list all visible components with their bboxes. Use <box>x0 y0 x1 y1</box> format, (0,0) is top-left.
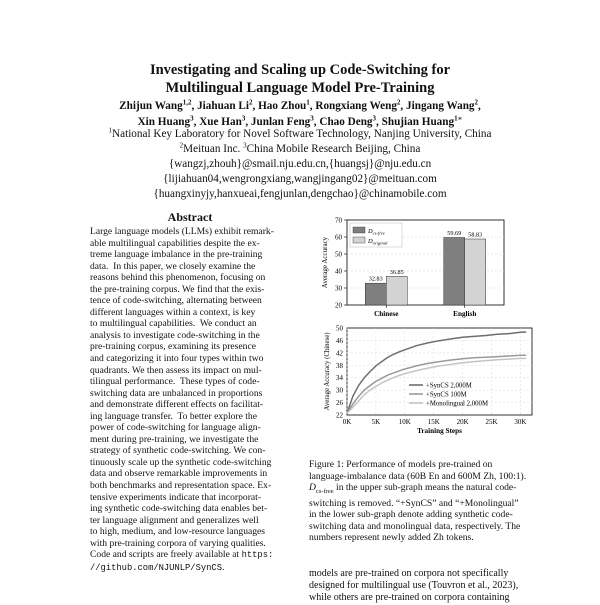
legend-series-label: +SynCS 2,000M <box>426 382 472 390</box>
author-affiliation-marker: 1 <box>306 98 310 107</box>
line-chart-x-tick-label: 10K <box>398 418 411 426</box>
legend-label-main: D <box>368 238 373 245</box>
abstract-heading: Abstract <box>167 210 213 224</box>
bar-chart-legend <box>350 223 402 247</box>
legend-swatch <box>353 237 365 243</box>
author-name: Shujian Huang <box>381 116 455 128</box>
title-line-1: Investigating and Scaling up Code-Switching for <box>149 62 451 78</box>
abstract-line: both benchmarks and representation space. Ex- <box>90 480 272 492</box>
legend-swatch <box>353 227 365 233</box>
abstract-line: data and observe remarkable improvements in <box>90 468 268 480</box>
author-affiliation-marker: 1,2 <box>182 98 192 107</box>
affiliation-2-marker: 2 <box>179 141 184 150</box>
caption-line-2: language-imbalance data (60B En and 600M Zh, 100:1). <box>309 470 527 482</box>
bar-chart-y-tick-label: 70 <box>335 216 342 225</box>
line-chart-y-tick-label: 38 <box>336 361 343 370</box>
abstract-line: and demonstrate different effects on facilitat- <box>90 399 264 411</box>
abstract-line: tinuously scale up the synthetic code-switching <box>90 456 272 468</box>
line-chart-x-tick-label: 15K <box>427 418 440 426</box>
affiliation-2: Meituan Inc. <box>183 143 241 155</box>
line-chart-x-tick-label: 20K <box>456 418 469 426</box>
abstract-line: power of code-switching for language align- <box>90 422 261 434</box>
author-affiliation-marker: 3 <box>241 114 246 123</box>
line-chart-x-tick-label: 25K <box>485 418 498 426</box>
figure-caption <box>309 459 534 544</box>
abstract-line: tensive experiments indicate that incorporat- <box>90 491 262 503</box>
affiliation-1: National Key Laboratory for Novel Software Technology, Nanjing University, China <box>112 128 492 140</box>
bar-value-label: 36.85 <box>389 268 404 276</box>
author-separator: , <box>376 116 382 128</box>
body-line-2: designed for multilingual use (Touvron et al., 2023), <box>309 580 519 592</box>
body-line-3: while others are pre-trained on corpora containing <box>309 592 510 604</box>
author-affiliation-marker: 3 <box>190 114 194 123</box>
author-affiliation-marker: 2 <box>396 98 401 107</box>
line-chart-y-tick-label: 42 <box>336 349 343 358</box>
caption-line-3-text: in the upper sub-graph means the natural code- <box>336 482 517 494</box>
bar-chart-y-tick-label: 40 <box>335 267 342 276</box>
author-name: Xin Huang <box>137 116 191 128</box>
body-line-1: models are pre-trained on corpora not specifically <box>309 568 509 579</box>
author-affiliation-marker: 2 <box>249 98 253 107</box>
author-separator: , <box>193 116 200 128</box>
caption-line-6: switching data and monolingual data, respectively. The <box>309 520 521 532</box>
line-chart-y-tick-label: 30 <box>336 386 343 395</box>
legend-label-sub: cs-free <box>372 230 385 236</box>
figure-1 <box>306 210 540 440</box>
bar-chart-category-label: English <box>453 310 477 318</box>
bar-chart-y-tick-label: 50 <box>335 250 342 259</box>
author-line-1 <box>0 98 600 114</box>
author-name: Junlan Feng <box>250 116 311 128</box>
abstract-code-sentence: Code and scripts are freely available at <box>90 549 242 561</box>
line-chart-y-axis-label: Average Accuracy (Chinese) <box>324 332 331 411</box>
abstract-last-line <box>90 549 290 562</box>
legend-label-main: D <box>368 228 373 235</box>
author-separator: , <box>313 116 320 128</box>
author-name: Xue Han <box>199 116 242 128</box>
affiliation-3: China Mobile Research Beijing, China <box>246 143 421 155</box>
abstract-line: quadrants. We then assess its impact on mul- <box>90 364 262 376</box>
line-chart-y-tick-label: 26 <box>336 399 343 408</box>
author-affiliation-marker: 2 <box>474 98 479 107</box>
bar-chinese-0 <box>365 283 386 305</box>
bar-value-label: 58.83 <box>468 231 483 239</box>
abstract-line: Large language models (LLMs) exhibit remark- <box>90 226 274 237</box>
abstract-line: ment during pre-training, we investigate the <box>90 433 259 445</box>
affiliation-line-2 <box>0 142 600 157</box>
author-separator: , <box>245 116 251 128</box>
caption-line-3 <box>309 482 534 498</box>
author-name: Jiahuan Li <box>197 100 249 112</box>
author-name: Hao Zhou <box>258 100 307 112</box>
line-chart-x-tick-label: 0K <box>342 418 352 426</box>
author-separator: , <box>191 100 198 112</box>
abstract-line: data. In this paper, we closely examine the <box>90 260 256 272</box>
abstract-line: the pre-training corpus. We find that the exis- <box>90 283 265 295</box>
abstract-line: tence of code-switching, alternating between <box>90 295 262 307</box>
abstract-line: able multilingual capabilities despite the ex- <box>90 237 260 249</box>
line-chart-y-tick-label: 34 <box>336 374 343 383</box>
author-separator: , <box>400 100 407 112</box>
abstract-line: and categorizing it into four types within two <box>90 353 264 365</box>
caption-line-5: in the lower sub-graph denote adding synthetic code- <box>309 509 513 521</box>
abstract-line: analysis to investigate code-switching in the <box>90 329 260 341</box>
author-name: Chao Deng <box>319 116 373 128</box>
abstract-line: treme language imbalance in the pre-training <box>90 249 263 261</box>
email-line-1: {wangzj,zhouh}@smail.nju.edu.cn,{huangsj}@nju.edu.cn <box>168 158 432 170</box>
author-affiliation-marker: 3 <box>310 114 314 123</box>
author-separator: , <box>478 100 481 112</box>
abstract-url-line <box>90 562 290 575</box>
code-link[interactable]: https: <box>241 550 274 561</box>
bar-english-0 <box>444 238 465 305</box>
abstract-line: ter language alignment and generalizes well <box>90 514 259 526</box>
body-text <box>309 568 534 605</box>
abstract-line: to high, medium, and low-resource languages <box>90 526 266 538</box>
code-link-continued[interactable]: //github.com/NJUNLP/SynCS <box>90 562 222 573</box>
line-chart-x-tick-label: 5K <box>371 418 381 426</box>
legend-series-label: +SynCS 100M <box>426 391 467 399</box>
title-line-2: Multilingual Language Model Pre-Training <box>165 80 435 96</box>
author-affiliation-marker: 3 <box>372 114 377 123</box>
bar-english-1 <box>465 239 486 305</box>
paper-title <box>0 61 600 97</box>
legend-label-sub: original <box>372 240 388 246</box>
abstract-line: different languages within a context, is key <box>90 306 256 318</box>
line-chart-x-tick-label: 30K <box>514 418 527 426</box>
affiliations <box>0 127 600 202</box>
bar-value-label: 59.69 <box>447 230 462 238</box>
affiliation-1-marker: 1 <box>108 126 113 135</box>
abstract-line: to multilingual capabilities. We conduct an <box>90 318 257 330</box>
abstract-line: tilingual performance. These types of code- <box>90 376 260 388</box>
author-name: Jingang Wang <box>406 100 475 112</box>
line-chart-y-tick-label: 46 <box>336 336 343 345</box>
caption-line-4: switching is removed. “+SynCS” and “+Monolingual” <box>309 497 519 509</box>
caption-line-1: Figure 1: Performance of models pre-trained on <box>309 459 493 470</box>
line-chart-y-tick-label: 50 <box>336 324 343 333</box>
line-chart-x-axis-label: Training Steps <box>417 427 462 435</box>
line-chart-y-tick-label: 22 <box>336 411 343 420</box>
bar-value-label: 32.83 <box>368 275 383 283</box>
abstract-line: with pre-training corpora of varying qualities. <box>90 537 266 549</box>
author-affiliation-marker: 1∗ <box>454 114 463 123</box>
author-separator: , <box>252 100 259 112</box>
affiliation-3-marker: 3 <box>243 141 247 150</box>
abstract-period: . <box>221 561 225 573</box>
affiliation-line-1 <box>0 127 600 142</box>
author-list <box>0 98 600 130</box>
abstract-line: pre-training corpus, examining its presence <box>90 341 256 353</box>
abstract-line: switching data are unbalanced in proportions <box>90 387 263 399</box>
abstract-line: reasons behind this phenomenon, focusing on <box>90 272 266 284</box>
caption-symbol: D <box>309 482 316 494</box>
legend-series-label: +Monolingual 2,000M <box>426 400 488 408</box>
figure-1-svg <box>306 210 540 440</box>
bar-chinese-1 <box>386 276 407 305</box>
author-name: Rongxiang Weng <box>315 100 397 112</box>
email-line-2: {lijiahuan04,wengrongxiang,wangjingang02}@meituan.com <box>163 173 437 185</box>
abstract-line: ing language transfer. To better explore the <box>90 410 257 422</box>
bar-chart-y-axis-label: Average Accuracy <box>321 236 329 289</box>
abstract-line: strategy of synthetic code-switching. We con- <box>90 445 266 457</box>
bar-chart-y-tick-label: 20 <box>335 301 342 310</box>
abstract-line: ing synthetic code-switching data enables bet- <box>90 503 268 515</box>
bar-chart-category-label: Chinese <box>374 310 399 318</box>
author-separator: , <box>309 100 316 112</box>
abstract-body <box>90 226 290 574</box>
bar-chart-y-tick-label: 30 <box>335 284 342 293</box>
caption-symbol-subscript: cs-free <box>315 488 334 496</box>
caption-line-7: numbers represent newly added Zh tokens. <box>309 532 474 544</box>
bar-chart-y-tick-label: 60 <box>335 233 342 242</box>
author-name: Zhijun Wang <box>119 100 183 112</box>
email-line-3: {huangxinyjy,hanxueai,fengjunlan,dengchao}@chinamobile.com <box>153 188 447 200</box>
